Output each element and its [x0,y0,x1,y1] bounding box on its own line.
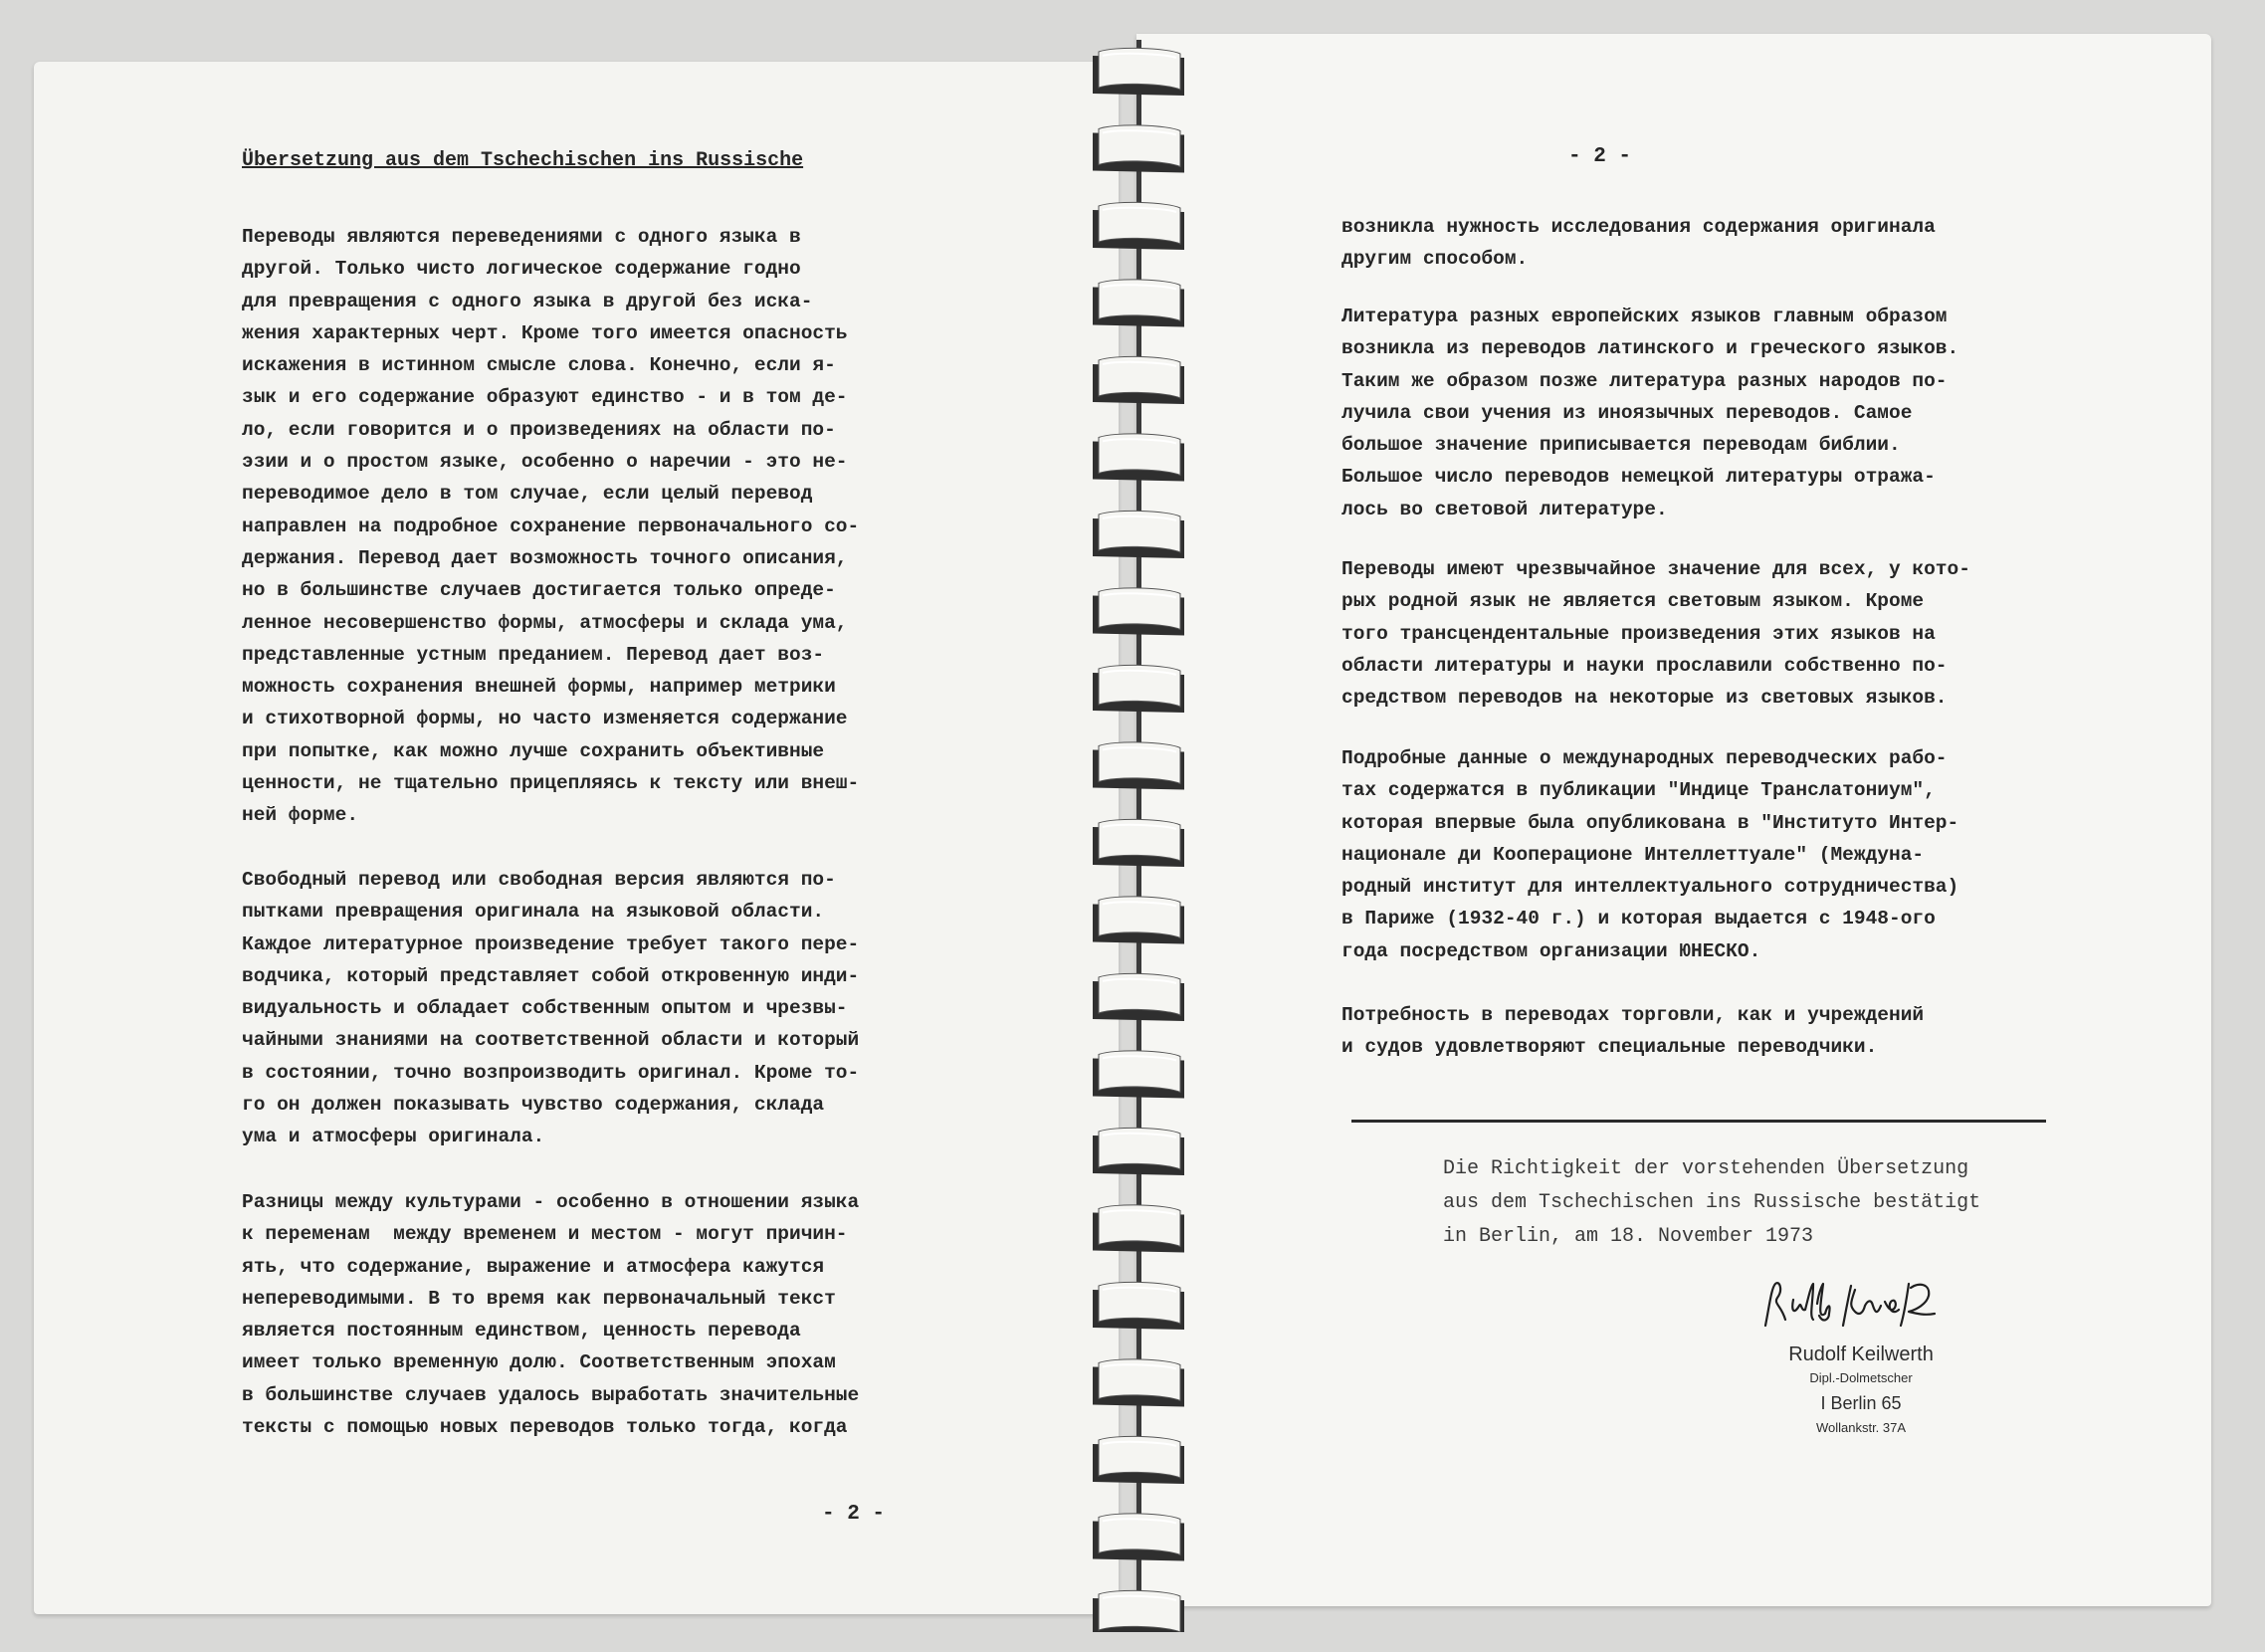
stamp-city: I Berlin 65 [1820,1393,1902,1413]
binding-ring [1093,1436,1184,1484]
binding-ring [1093,1590,1184,1632]
certification-text: Die Richtigkeit der vorstehenden Übersetzung aus dem Tschechischen ins Russische bestätigt in Berlin, am 18. November 1973 [1443,1157,1981,1248]
binding-ring [1093,1359,1184,1407]
binding-ring [1093,511,1184,558]
paragraph-2: Свободный перевод или свободная версия являются по- пытками превращения оригинала на языковой области. Каждое литературное произведение требует такого пере- водчика, который представляет собой откровенную инди- видуальность и обладает собственным опытом и чрезвы- чайными знаниями на соответственной области и который в состоянии, точно возпроизводить оригинал. Кроме то- го он должен показывать чувство содержания, склада ума и атмосферы оригинала. [242,869,860,1148]
binding-ring [1093,1051,1184,1099]
binding-ring [1093,819,1184,867]
stamp-title: Dipl.-Dolmetscher [1809,1370,1913,1385]
interpreter-stamp [1771,1343,1951,1435]
binding-ring [1093,742,1184,790]
binding-ring [1093,665,1184,713]
binding-ring [1093,434,1184,482]
spiral-binding [1085,30,1194,1632]
stamp-name: Rudolf Keilwerth [1788,1343,1934,1365]
binding-ring [1093,356,1184,404]
binding-ring [1093,1514,1184,1561]
paragraph-7: Подробные данные о международных переводческих рабо- тах содержатся в публикации "Индице Транслатониум", которая впервые была опубликована в "Институто Интер- национале ди Кооперационе Интеллеттуале" (Междуна- родный институт для интеллектуального сотрудничества) в Париже (1932-40 г.) и которая выдается с 1948-ого года посредством организации ЮНЕСКО. [1341,747,1959,962]
paragraph-4: возникла нужность исследования содержания оригинала другим способом. [1341,216,1936,271]
binding-ring [1093,588,1184,636]
binding-ring [1093,48,1184,96]
stamp-street: Wollankstr. 37A [1815,1420,1907,1435]
left-page-number: - 2 - [822,1503,886,1526]
signature-divider [1351,1120,2046,1123]
paragraph-6: Переводы имеют чрезвычайное значение для всех, у кото- рых родной язык не является световым языком. Кроме того трансцендентальные произведения этих языков на области литературы и науки прославили собственно по- средством переводов на некоторые из световых языков. [1341,558,1970,710]
binding-ring [1093,125,1184,173]
paragraph-5: Литература разных европейских языков главным образом возникла из переводов латинского и греческого языков. Таким же образом позже литература разных народов по- лучила свои учения из иноязычных переводов. Самое большое значение приписывается переводам библии. Большое число переводов немецкой литературы отража- лось во световой литературе. [1341,306,1959,520]
binding-ring [1093,1128,1184,1175]
document-heading: Übersetzung aus dem Tschechischen ins Russische [242,149,804,172]
binding-ring [1093,1282,1184,1330]
binding-ring [1093,280,1184,327]
paragraph-3: Разницы между культурами - особенно в отношении языка к переменам между временем и местом - могут причин- ять, что содержание, выражение и атмосфера кажутся непереводимыми. В то время как первоначальный текст является постоянным единством, ценность перевода имеет только временную долю. Соответственным эпохам в большинстве случаев удалось выработать значительные тексты с помощью новых переводов только тогда, когда [242,1191,860,1439]
paragraph-8: Потребность в переводах торговли, как и учреждений и судов удовлетворяют специальные переводчики. [1341,1004,1925,1059]
right-page-number: - 2 - [1568,145,1632,168]
paragraph-1: Переводы являются переведениями с одного языка в другой. Только чисто логическое содержание годно для превращения с одного языка в другой без иска- жения характерных черт. Кроме того имеется опасность искажения в истинном смысле слова. Конечно, если я- зык и его содержание образуют единство - и в том де- ло, если говорится и о произведениях на области по- эзии и о простом языке, особенно о наречии - это не- переводимое дело в том случае, если целый перевод направлен на подробное сохранение первоначального со- держания. Перевод дает возможность точного описания, но в большинстве случаев достигается только опреде- ленное несовершенство формы, атмосферы и склада ума, представленные устным преданием. Перевод дает воз- можность сохранения внешней формы, например метрики и стихотворной формы, но часто изменяется содержание при попытке, как можно лучше сохранить объективные ценности, не тщательно прицепляясь к тексту или внеш- ней форме. [242,226,860,827]
binding-ring [1093,202,1184,250]
handwritten-signature [1759,1276,1949,1336]
binding-ring [1093,1205,1184,1253]
binding-ring [1093,973,1184,1021]
binding-ring [1093,897,1184,944]
